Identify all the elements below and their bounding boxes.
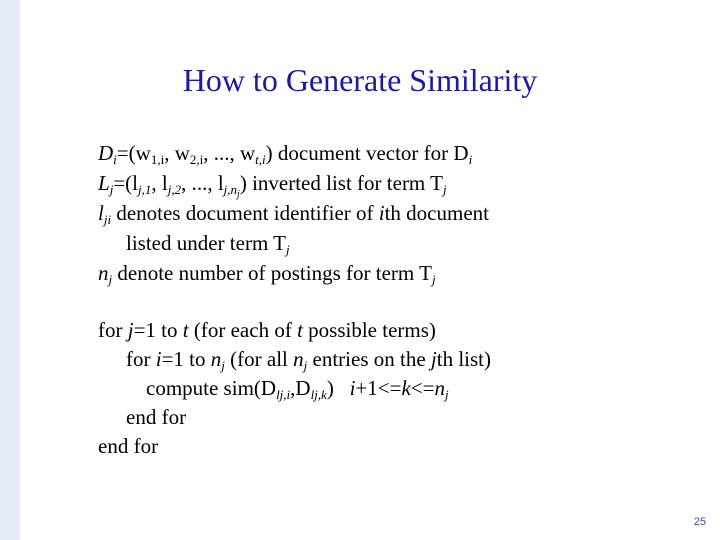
sub-j-tail: j: [431, 272, 436, 287]
sub-j: j: [221, 358, 225, 373]
var-n: n: [210, 347, 222, 371]
text-eq1-to: =1 to: [133, 318, 183, 342]
sub-j: j: [286, 242, 290, 257]
definition-inverted-list: [98, 168, 489, 198]
text-listed-under: listed under term T: [126, 231, 286, 255]
var-n: n: [293, 347, 304, 371]
sub-i: i: [113, 152, 117, 167]
sub-j2: j,2: [167, 182, 182, 197]
definitions-block: [98, 138, 489, 288]
definition-lji-continued: [98, 228, 489, 258]
text-comma: , l: [151, 171, 168, 195]
var-j: j: [430, 347, 437, 371]
slide-title: [0, 62, 720, 99]
text-document-vector: ) document vector for D: [265, 141, 469, 165]
algorithm-block: [98, 316, 491, 461]
text-ellipsis: , ..., l: [181, 171, 224, 195]
sub-j: j: [109, 182, 114, 197]
text-compute-sim: compute sim(D: [146, 376, 277, 400]
text-eq1-to: =1 to: [161, 347, 211, 371]
kw-for: for: [98, 318, 128, 342]
page-number: 25: [693, 516, 706, 528]
symbol-l-lower: l: [98, 201, 104, 225]
var-t: t: [297, 318, 303, 342]
sub-jn: j,n: [223, 182, 238, 197]
sub-ljk: lj,k: [310, 387, 327, 402]
definition-lji: [98, 198, 489, 228]
text-comma: , w: [164, 141, 190, 165]
text-th-document: th document: [384, 201, 489, 225]
symbol-d: D: [98, 141, 114, 165]
var-j: j: [127, 318, 134, 342]
algorithm-line-4: end for: [126, 405, 187, 429]
text-eq: =(w: [116, 141, 151, 165]
sub-j-tail: j: [442, 182, 447, 197]
sub-j: j: [303, 358, 308, 373]
sub-j: j: [108, 272, 113, 287]
text-plus1-le: +1<=: [355, 376, 402, 400]
var-i: i: [155, 347, 162, 371]
slide-title-text: How to Generate Similarity: [182, 62, 538, 98]
symbol-i: i: [378, 201, 385, 225]
kw-for: for: [126, 347, 156, 371]
algorithm-line-2: [98, 345, 491, 374]
var-i: i: [349, 376, 356, 400]
text-possible-terms: possible terms): [302, 318, 436, 342]
sub-lji: lj,i: [276, 387, 291, 402]
var-t: t: [182, 318, 189, 342]
text-postings: denote number of postings for term T: [112, 261, 432, 285]
var-k: k: [401, 376, 411, 400]
text-for-each: (for each of: [188, 318, 298, 342]
algorithm-line-5: end for: [98, 434, 159, 458]
algorithm-line-1: [98, 316, 491, 345]
text-denotes: denotes document identifier of: [111, 201, 379, 225]
sub-ti: t,i: [255, 152, 266, 167]
text-close-paren: ): [326, 376, 350, 400]
sub-2i: 2,i: [189, 152, 204, 167]
var-n: n: [434, 376, 445, 400]
sub-ji: ji: [103, 212, 112, 227]
text-for-all: (for all: [224, 347, 294, 371]
sub-j1: j,1: [137, 182, 152, 197]
text-inverted-list: ) inverted list for term T: [239, 171, 443, 195]
text-th-list: th list): [436, 347, 492, 371]
definition-document-vector: [98, 138, 489, 168]
text-entries: entries on the: [307, 347, 431, 371]
sub-sub-j: j: [237, 189, 240, 200]
symbol-l: L: [98, 171, 110, 195]
definition-nj: [98, 258, 489, 288]
symbol-n: n: [98, 261, 109, 285]
text-eq: =(l: [113, 171, 138, 195]
text-le: <=: [410, 376, 435, 400]
text-ellipsis: , ..., w: [203, 141, 256, 165]
text-comma-d: ,D: [290, 376, 311, 400]
algorithm-line-3: [98, 374, 491, 403]
sub-i-tail: i: [468, 152, 473, 167]
sub-j: j: [444, 387, 449, 402]
sub-1i: 1,i: [150, 152, 165, 167]
